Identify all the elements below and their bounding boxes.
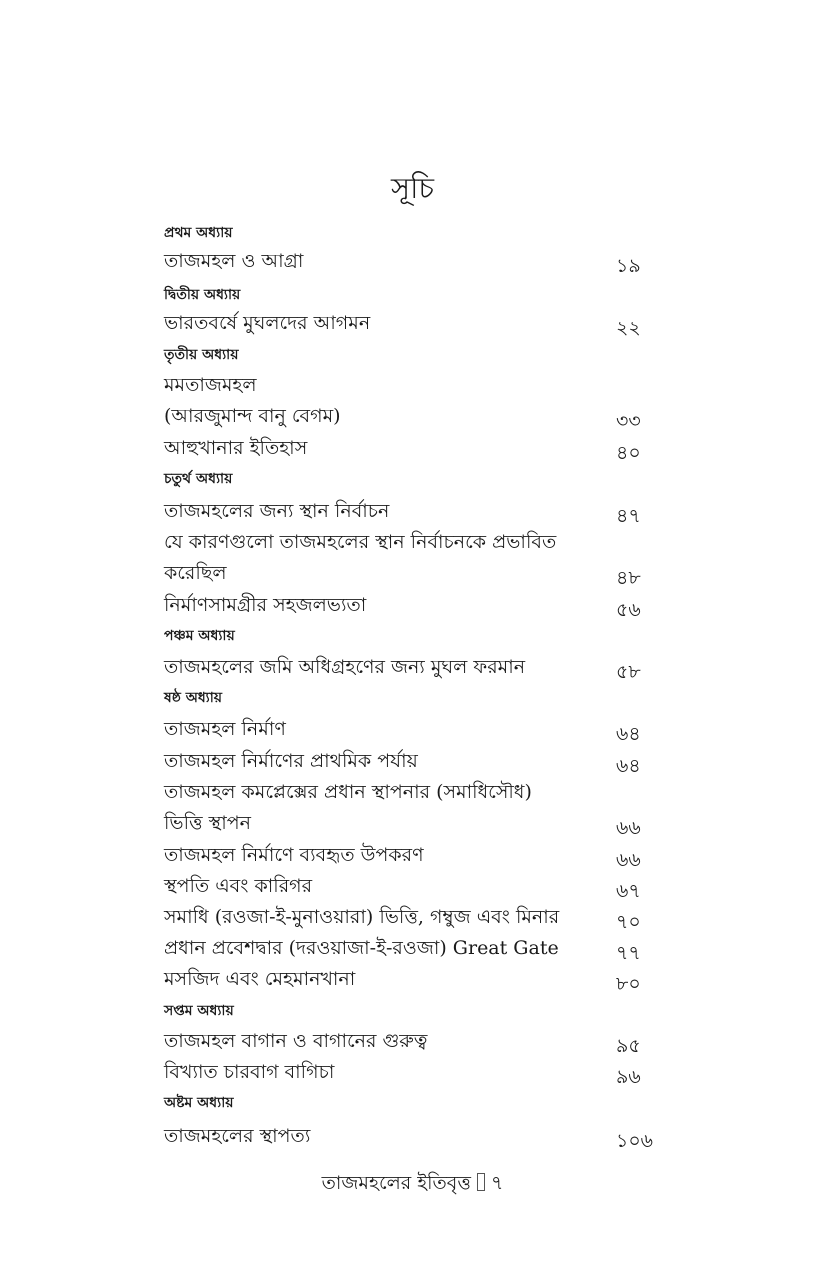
toc-entry [164,714,664,744]
toc-entry [164,527,664,557]
entry-title: তাজমহলের স্থাপত্য [164,1125,311,1147]
chapter-heading [164,280,664,310]
toc-entry [164,1121,664,1151]
entry-page-number: ৯৬ [616,1066,641,1088]
toc-entry [164,370,664,400]
entry-page-number: ৬৪ [616,723,641,745]
entry-title: করেছিল [164,562,227,584]
entry-page-number: ৯৫ [616,1035,641,1057]
entry-page-number: ৫৬ [616,599,641,621]
entry-page-number: ৩৩ [616,410,641,432]
running-title: তাজমহলের ইতিবৃত্ত [321,1172,471,1194]
entry-title: যে কারণগুলো তাজমহলের স্থান নির্বাচনকে প্রভাবিত [164,531,557,553]
entry-title: মসজিদ এবং মেহমানখানা [164,968,356,990]
page-title: সূচি [390,171,435,205]
entry-page-number: ৭০ [616,911,641,933]
separator-box [477,1173,485,1191]
entry-title: তাজমহল বাগান ও বাগানের গুরুত্ব [164,1030,428,1052]
toc-entry [164,933,664,963]
entry-page-number: ৬৬ [616,849,641,871]
entry-title: তাজমহল কমপ্লেক্সের প্রধান স্থাপনার (সমাধিসৌধ) [164,781,532,803]
toc-entry [164,590,664,620]
toc-entry [164,652,664,682]
entry-page-number: ৮০ [616,973,641,995]
toc-entry [164,496,664,526]
toc-entry [164,871,664,901]
entry-title: তাজমহল ও আগ্রা [164,250,304,272]
chapter-heading [164,996,664,1026]
entry-page-number: ৪০ [616,442,641,464]
entry-title: তাজমহল নির্মাণ [164,718,286,740]
toc-entry [164,777,664,807]
chapter-label: পঞ্চম অধ্যায় [164,628,235,644]
entry-page-number: ৬৬ [616,817,641,839]
page-number: ৭ [490,1172,504,1194]
page-footer [0,1168,825,1198]
entry-page-number: ৬৭ [616,880,641,902]
entry-title: প্রধান প্রবেশদ্বার (দরওয়াজা-ই-রওজা) Great Gate [164,937,559,959]
entry-title: তাজমহলের জন্য স্থান নির্বাচন [164,500,390,522]
toc-entry [164,1026,664,1056]
entry-page-number: ১৯ [616,255,641,277]
entry-page-number: ১০৬ [616,1130,654,1152]
entry-page-number: ৪৮ [616,567,641,589]
entry-title: স্থপতি এবং কারিগর [164,875,313,897]
entry-page-number: ৬৪ [616,755,641,777]
toc-entry [164,246,664,276]
chapter-label: দ্বিতীয় অধ্যায় [164,287,241,303]
toc-entry [164,964,664,994]
entry-title: ভারতবর্ষে মুঘলদের আগমন [164,312,371,334]
entry-page-number: ৪৭ [616,505,641,527]
chapter-heading [164,218,664,248]
entry-title: তাজমহলের জমি অধিগ্রহণের জন্য মুঘল ফরমান [164,656,526,678]
chapter-label: তৃতীয় অধ্যায় [164,347,239,363]
entry-title: বিখ্যাত চারবাগ বাগিচা [164,1061,335,1083]
chapter-label: সপ্তম অধ্যায় [164,1003,234,1019]
entry-title: নির্মাণসামগ্রীর সহজলভ্যতা [164,594,367,616]
chapter-heading [164,621,664,651]
toc-entry [164,746,664,776]
entry-title: আহুখানার ইতিহাস [164,437,308,459]
chapter-label: অষ্টম অধ্যায় [164,1095,234,1111]
entry-page-number: ৭৭ [616,942,641,964]
chapter-heading [164,464,664,494]
entry-title: (আরজুমান্দ বানু বেগম) [164,405,341,427]
toc-entry [164,433,664,463]
entry-title: তাজমহল নির্মাণের প্রাথমিক পর্যায় [164,750,418,772]
entry-title: মমতাজমহল [164,374,257,396]
toc-entry [164,840,664,870]
entry-title: ভিত্তি স্থাপন [164,812,251,834]
chapter-heading [164,683,664,713]
chapter-label: প্রথম অধ্যায় [164,225,233,241]
toc-entry [164,308,664,338]
entry-title: তাজমহল নির্মাণে ব্যবহৃত উপকরণ [164,844,424,866]
toc-entry [164,1057,664,1087]
entry-page-number: ২২ [616,317,641,339]
toc-entry [164,902,664,932]
chapter-heading [164,340,664,370]
entry-page-number: ৫৮ [616,661,641,683]
chapter-heading [164,1088,664,1118]
toc-entry [164,401,664,431]
chapter-label: ষষ্ঠ অধ্যায় [164,690,223,706]
chapter-label: চতুর্থ অধ্যায় [164,471,233,487]
entry-title: সমাধি (রওজা-ই-মুনাওয়ারা) ভিত্তি, গম্বুজ এবং মিনার [164,906,560,928]
toc-entry [164,558,664,588]
toc-entry [164,808,664,838]
